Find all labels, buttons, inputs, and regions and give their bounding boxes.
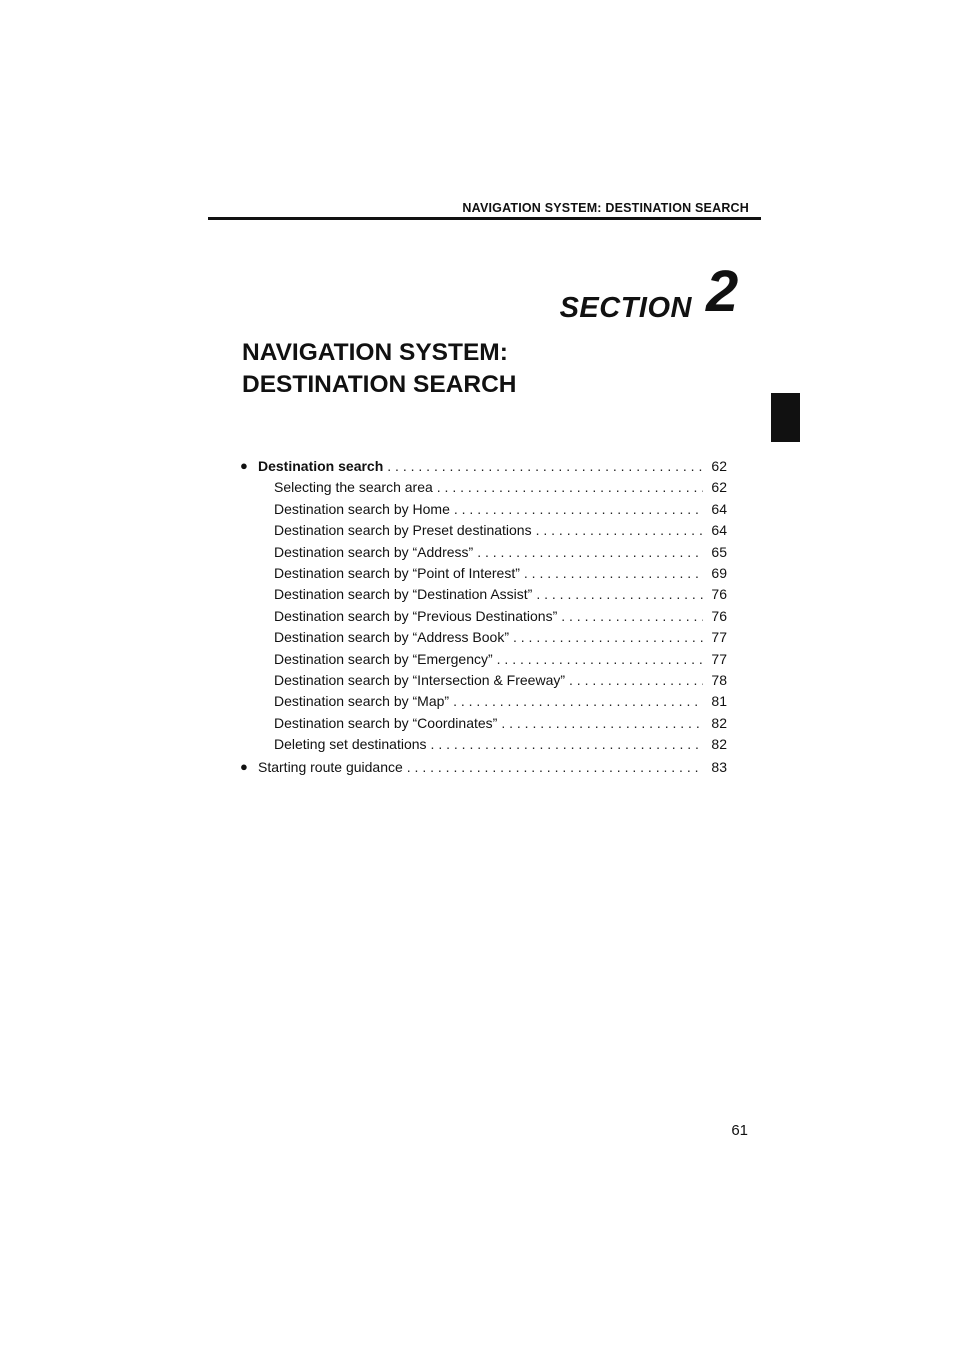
toc-entry-page: 76 [711, 607, 727, 624]
toc-leader-dots [536, 586, 703, 602]
toc-entry-title: Starting route guidance [258, 759, 403, 776]
section-thumb-tab [771, 393, 800, 442]
toc-entry[interactable] [240, 629, 727, 650]
toc-entry-title: Destination search by “Destination Assist” [274, 586, 533, 603]
toc-leader-dots [437, 479, 703, 495]
toc-entry-title: Destination search by Preset destinations [274, 522, 532, 539]
toc-entry-title: Destination search by “Emergency” [274, 650, 493, 667]
toc-leader-dots [561, 608, 703, 624]
header-rule [208, 217, 761, 220]
toc-entry-page: 64 [711, 522, 727, 539]
toc-leader-dots [407, 759, 703, 775]
toc-leader-dots [477, 544, 703, 560]
toc-entry-title: Selecting the search area [274, 479, 433, 496]
toc-leader-dots [501, 715, 703, 731]
toc-entry-page: 82 [711, 736, 727, 753]
toc-entry[interactable] [240, 501, 727, 522]
running-header: NAVIGATION SYSTEM: DESTINATION SEARCH [462, 201, 749, 215]
toc-entry-page: 81 [711, 693, 727, 710]
table-of-contents [240, 456, 727, 781]
toc-entry-page: 64 [711, 500, 727, 517]
toc-entry-title: Destination search by “Address” [274, 543, 474, 560]
toc-leader-dots [497, 651, 703, 667]
toc-entry-title: Destination search by “Map” [274, 693, 450, 710]
toc-entry-title: Destination search by “Address Book” [274, 629, 509, 646]
toc-entry[interactable] [240, 586, 727, 607]
toc-entry-page: 76 [711, 586, 727, 603]
toc-leader-dots [431, 736, 703, 752]
toc-leader-dots [387, 458, 703, 474]
toc-leader-dots [513, 629, 703, 645]
toc-entry[interactable] [240, 608, 727, 629]
toc-entry-title: Destination search by Home [274, 500, 450, 517]
toc-leader-dots [524, 565, 703, 581]
toc-entry-page: 69 [711, 564, 727, 581]
toc-entry[interactable] [240, 759, 727, 780]
toc-entry-page: 82 [711, 714, 727, 731]
toc-entry[interactable] [240, 672, 727, 693]
toc-entry-page: 78 [711, 671, 727, 688]
toc-entry[interactable] [240, 715, 727, 736]
toc-entry-title: Destination search by “Intersection & Freeway” [274, 671, 566, 688]
toc-leader-dots [454, 501, 703, 517]
toc-entry-title: Destination search by “Coordinates” [274, 714, 498, 731]
section-label: SECTION [559, 292, 692, 324]
bullet-icon: ● [240, 458, 248, 473]
section-title-line-1: NAVIGATION SYSTEM: [242, 339, 508, 366]
toc-entry[interactable] [240, 479, 727, 500]
section-number: 2 [706, 259, 739, 324]
toc-entry-page: 83 [711, 759, 727, 776]
toc-entry[interactable] [240, 565, 727, 586]
toc-leader-dots [453, 693, 703, 709]
toc-leader-dots [569, 672, 703, 688]
toc-entry-page: 77 [711, 629, 727, 646]
toc-entry-page: 62 [711, 479, 727, 496]
toc-entry[interactable] [240, 522, 727, 543]
page-number: 61 [731, 1122, 748, 1139]
toc-leader-dots [536, 522, 703, 538]
toc-entry[interactable] [240, 736, 727, 757]
toc-entry[interactable] [240, 544, 727, 565]
toc-entry-page: 65 [711, 543, 727, 560]
section-title [242, 337, 517, 401]
toc-entry-title: Destination search by “Previous Destinations” [274, 607, 558, 624]
toc-entry-page: 62 [711, 458, 727, 474]
toc-entry-title: Deleting set destinations [274, 736, 427, 753]
toc-entry[interactable] [240, 651, 727, 672]
section-title-line-2: DESTINATION SEARCH [242, 371, 517, 398]
toc-entry-page: 77 [711, 650, 727, 667]
bullet-icon: ● [240, 759, 248, 775]
toc-entry-title: Destination search by “Point of Interest” [274, 564, 520, 581]
toc-entry[interactable] [240, 693, 727, 714]
toc-entry-title: Destination search [258, 458, 384, 474]
toc-entry[interactable] [240, 458, 727, 479]
